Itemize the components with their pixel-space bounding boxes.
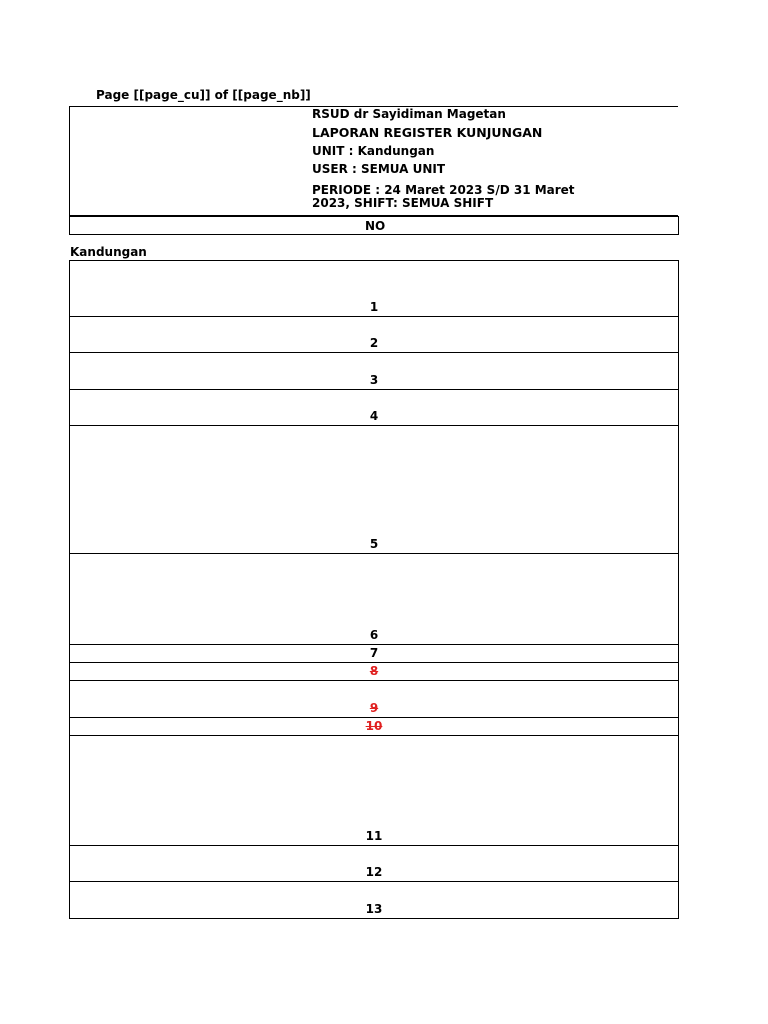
periode-line-2: 2023, SHIFT: SEMUA SHIFT (312, 196, 494, 210)
register-table (69, 260, 679, 919)
table-row (70, 882, 678, 918)
row-number: 3 (369, 373, 379, 387)
row-number: 6 (369, 628, 379, 642)
row-number: 13 (365, 902, 383, 916)
row-number: 7 (369, 646, 379, 660)
column-header-no (69, 216, 679, 235)
table-row (70, 846, 678, 882)
section-label: Kandungan (70, 245, 147, 259)
column-header-label: NO (365, 219, 386, 233)
periode-line-1: PERIODE : 24 Maret 2023 S/D 31 Maret (312, 183, 575, 197)
row-number: 9 (369, 701, 379, 715)
row-number: 2 (369, 336, 379, 350)
report-title: LAPORAN REGISTER KUNJUNGAN (312, 125, 543, 140)
table-row (70, 736, 678, 846)
table-row (70, 554, 678, 645)
row-number: 1 (369, 300, 379, 314)
unit-line: UNIT : Kandungan (312, 144, 435, 158)
table-row (70, 663, 678, 681)
row-number: 8 (369, 664, 379, 678)
page-number-label: Page [[page_cu]] of [[page_nb]] (96, 88, 311, 102)
table-row (70, 681, 678, 718)
hospital-name: RSUD dr Sayidiman Magetan (312, 107, 506, 121)
row-number: 4 (369, 409, 379, 423)
row-number: 10 (365, 719, 383, 733)
table-row (70, 426, 678, 554)
user-line: USER : SEMUA UNIT (312, 162, 446, 176)
table-row (70, 645, 678, 663)
table-row (70, 718, 678, 736)
row-number: 11 (365, 829, 383, 843)
row-number: 12 (365, 865, 383, 879)
table-row (70, 353, 678, 390)
row-number: 5 (369, 537, 379, 551)
table-row (70, 261, 678, 317)
table-row (70, 390, 678, 426)
table-row (70, 317, 678, 353)
